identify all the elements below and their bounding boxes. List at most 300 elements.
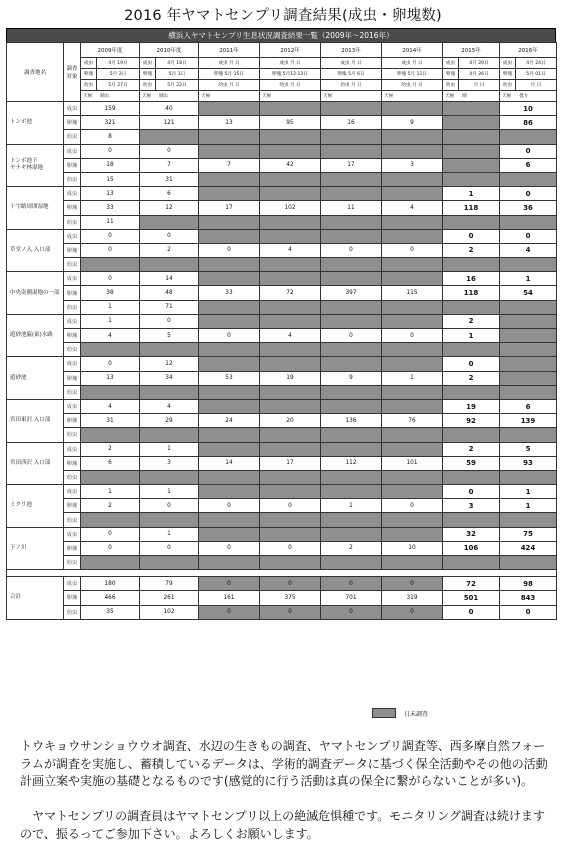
- not-surveyed-cell: [199, 556, 260, 570]
- not-surveyed-cell: [260, 470, 321, 484]
- value-cell: 4: [81, 329, 140, 343]
- table-row: [7, 513, 557, 527]
- value-cell: 1: [443, 329, 500, 343]
- table-row: [7, 201, 557, 215]
- value-cell: 35: [81, 605, 140, 619]
- header-date-cell: 成虫: [500, 58, 516, 69]
- not-surveyed-cell: [199, 102, 260, 116]
- value-cell: 9: [321, 371, 382, 385]
- value-cell: 0: [140, 314, 199, 328]
- header-date-cell: 卵塊 5月 15日: [199, 69, 260, 80]
- not-surveyed-cell: [321, 272, 382, 286]
- header-date-cell: 5月 27日: [97, 80, 140, 91]
- not-surveyed-cell: [140, 470, 199, 484]
- value-cell: 12: [140, 201, 199, 215]
- value-cell: 29: [140, 414, 199, 428]
- value-cell: 14: [199, 456, 260, 470]
- value-cell: 42: [260, 158, 321, 172]
- not-surveyed-cell: 0: [260, 577, 321, 591]
- value-cell: 0: [140, 229, 199, 243]
- value-cell: 0: [443, 605, 500, 619]
- value-cell: 106: [443, 541, 500, 555]
- value-cell: 13: [81, 187, 140, 201]
- not-surveyed-cell: [321, 130, 382, 144]
- value-cell: 0: [382, 243, 443, 257]
- not-surveyed-cell: [260, 442, 321, 456]
- stage-label: 成虫: [64, 485, 81, 499]
- value-cell: 31: [140, 172, 199, 186]
- value-cell: 13: [199, 116, 260, 130]
- not-surveyed-cell: [199, 513, 260, 527]
- value-cell: 33: [199, 286, 260, 300]
- not-surveyed-cell: [321, 527, 382, 541]
- not-surveyed-cell: [199, 470, 260, 484]
- stage-label: 成虫: [64, 527, 81, 541]
- value-cell: 6: [140, 187, 199, 201]
- not-surveyed-cell: [382, 314, 443, 328]
- header-date-cell: 幼虫 月 日: [382, 80, 443, 91]
- value-cell: 1: [81, 485, 140, 499]
- header-date-cell: 幼虫: [81, 80, 97, 91]
- stage-label: 幼虫: [64, 556, 81, 570]
- value-cell: 17: [199, 201, 260, 215]
- not-surveyed-cell: [382, 229, 443, 243]
- header-date-cell: 幼虫 月 日: [260, 80, 321, 91]
- value-cell: 0: [140, 499, 199, 513]
- not-surveyed-cell: [199, 272, 260, 286]
- not-surveyed-cell: [443, 116, 500, 130]
- site-name: 宮田西沢 入口部: [7, 442, 64, 485]
- value-cell: 115: [382, 286, 443, 300]
- value-cell: 3: [443, 499, 500, 513]
- header-date-cell: 4月 20日: [459, 58, 500, 69]
- value-cell: 38: [81, 286, 140, 300]
- not-surveyed-cell: [443, 470, 500, 484]
- value-cell: 34: [140, 371, 199, 385]
- not-surveyed-cell: [260, 485, 321, 499]
- value-cell: 1: [140, 527, 199, 541]
- table-row: [7, 130, 557, 144]
- value-cell: 136: [321, 414, 382, 428]
- value-cell: 118: [443, 286, 500, 300]
- table-row: [7, 414, 557, 428]
- not-surveyed-cell: [81, 428, 140, 442]
- table-row: [7, 329, 557, 343]
- not-surveyed-cell: [321, 442, 382, 456]
- value-cell: 0: [500, 229, 557, 243]
- value-cell: 32: [443, 527, 500, 541]
- weather-label: 天候: [323, 94, 333, 99]
- not-surveyed-cell: [260, 215, 321, 229]
- not-surveyed-cell: [500, 258, 557, 272]
- value-cell: 19: [260, 371, 321, 385]
- value-cell: 6: [500, 399, 557, 413]
- table-row: [7, 470, 557, 484]
- stage-label: 卵塊: [64, 116, 81, 130]
- not-surveyed-cell: [382, 442, 443, 456]
- site-name: ミクリ池: [7, 485, 64, 528]
- not-surveyed-cell: [321, 343, 382, 357]
- value-cell: 16: [321, 116, 382, 130]
- paragraph-2: ヤマトセンプリの調査員はヤマトセンプリ以上の絶滅危惧種です。モニタリング調査は続けますので、振るってご参加下さい。よろしくお願いします。: [20, 809, 545, 841]
- weather-label: 天候: [83, 94, 93, 99]
- value-cell: 161: [199, 591, 260, 605]
- not-surveyed-cell: 0: [260, 605, 321, 619]
- not-surveyed-cell: [321, 144, 382, 158]
- value-cell: 86: [500, 116, 557, 130]
- stage-label: 成虫: [64, 577, 81, 591]
- stage-label: 成虫: [64, 399, 81, 413]
- value-cell: 0: [81, 229, 140, 243]
- header-date-cell: 成虫 月 日: [260, 58, 321, 69]
- not-surveyed-cell: [260, 428, 321, 442]
- header-date-cell: 5月 1日: [156, 69, 199, 80]
- value-cell: 0: [81, 144, 140, 158]
- header-date-cell: 幼虫: [500, 80, 516, 91]
- not-surveyed-cell: [500, 556, 557, 570]
- value-cell: 0: [81, 357, 140, 371]
- not-surveyed-cell: [500, 470, 557, 484]
- value-cell: 2: [81, 442, 140, 456]
- not-surveyed-cell: [199, 144, 260, 158]
- legend-swatch: [372, 708, 396, 718]
- header-date-cell: 幼虫: [443, 80, 459, 91]
- table-row: [7, 215, 557, 229]
- header-date-cell: 成虫: [140, 58, 156, 69]
- stage-label: 卵塊: [64, 499, 81, 513]
- value-cell: 843: [500, 591, 557, 605]
- not-surveyed-cell: [199, 399, 260, 413]
- value-cell: 501: [443, 591, 500, 605]
- value-cell: 319: [382, 591, 443, 605]
- table-row: [7, 556, 557, 570]
- value-cell: 79: [140, 577, 199, 591]
- not-surveyed-cell: [382, 130, 443, 144]
- not-surveyed-cell: [443, 258, 500, 272]
- not-surveyed-cell: [260, 314, 321, 328]
- table-row: [7, 314, 557, 328]
- value-cell: 13: [81, 371, 140, 385]
- weather-value: 曇り: [519, 94, 529, 99]
- header-date-cell: 卵塊 5月 11日: [382, 69, 443, 80]
- site-name: 合計: [7, 577, 64, 620]
- not-surveyed-cell: [140, 556, 199, 570]
- header-date-cell: 幼虫: [140, 80, 156, 91]
- value-cell: 2: [81, 499, 140, 513]
- stage-label: 卵塊: [64, 201, 81, 215]
- weather-value: 晴れ: [100, 94, 110, 99]
- not-surveyed-cell: [382, 527, 443, 541]
- table-row: [7, 591, 557, 605]
- header-date-cell: 5月 2日: [97, 69, 140, 80]
- table-row: [7, 577, 557, 591]
- not-surveyed-cell: [443, 556, 500, 570]
- not-surveyed-cell: [140, 385, 199, 399]
- value-cell: 321: [81, 116, 140, 130]
- value-cell: 0: [81, 243, 140, 257]
- not-surveyed-cell: [199, 130, 260, 144]
- value-cell: 15: [81, 172, 140, 186]
- table-row: [7, 442, 557, 456]
- table-row: [7, 243, 557, 257]
- stage-label: 幼虫: [64, 343, 81, 357]
- legend-label: 日未調査: [404, 710, 429, 718]
- value-cell: 14: [140, 272, 199, 286]
- not-surveyed-cell: [321, 215, 382, 229]
- value-cell: 1: [81, 314, 140, 328]
- stage-label: 卵塊: [64, 414, 81, 428]
- not-surveyed-cell: [321, 470, 382, 484]
- not-surveyed-cell: [260, 258, 321, 272]
- not-surveyed-cell: [382, 300, 443, 314]
- not-surveyed-cell: [321, 229, 382, 243]
- not-surveyed-cell: [199, 314, 260, 328]
- value-cell: 0: [81, 272, 140, 286]
- value-cell: 4: [260, 329, 321, 343]
- not-surveyed-cell: [443, 343, 500, 357]
- not-surveyed-cell: [321, 556, 382, 570]
- value-cell: 72: [443, 577, 500, 591]
- not-surveyed-cell: [500, 513, 557, 527]
- not-surveyed-cell: [382, 357, 443, 371]
- not-surveyed-cell: [81, 470, 140, 484]
- not-surveyed-cell: [500, 314, 557, 328]
- value-cell: 0: [443, 357, 500, 371]
- not-surveyed-cell: 0: [382, 605, 443, 619]
- not-surveyed-cell: [140, 258, 199, 272]
- value-cell: 261: [140, 591, 199, 605]
- not-surveyed-cell: [382, 399, 443, 413]
- value-cell: 2: [443, 314, 500, 328]
- value-cell: 0: [500, 605, 557, 619]
- weather-label: 天候: [445, 94, 455, 99]
- not-surveyed-cell: [500, 385, 557, 399]
- not-surveyed-cell: [321, 187, 382, 201]
- site-name: 下ノ川: [7, 527, 64, 570]
- not-surveyed-cell: [443, 215, 500, 229]
- value-cell: 6: [81, 456, 140, 470]
- table-row: [7, 357, 557, 371]
- not-surveyed-cell: [81, 343, 140, 357]
- value-cell: 424: [500, 541, 557, 555]
- stage-label: 幼虫: [64, 172, 81, 186]
- not-surveyed-cell: [140, 215, 199, 229]
- not-surveyed-cell: [500, 371, 557, 385]
- value-cell: 1: [443, 187, 500, 201]
- value-cell: 20: [260, 414, 321, 428]
- weather-cell: [140, 91, 199, 102]
- not-surveyed-cell: [382, 385, 443, 399]
- not-surveyed-cell: [500, 329, 557, 343]
- not-surveyed-cell: [260, 385, 321, 399]
- not-surveyed-cell: [260, 144, 321, 158]
- value-cell: 4: [500, 243, 557, 257]
- table-row: [7, 527, 557, 541]
- weather-cell: [81, 91, 140, 102]
- stage-label: 幼虫: [64, 428, 81, 442]
- value-cell: 98: [500, 577, 557, 591]
- not-surveyed-cell: [199, 385, 260, 399]
- stage-label: 成虫: [64, 314, 81, 328]
- table-row: [7, 485, 557, 499]
- not-surveyed-cell: [500, 172, 557, 186]
- value-cell: 139: [500, 414, 557, 428]
- table-row: [7, 605, 557, 619]
- not-surveyed-cell: [260, 187, 321, 201]
- value-cell: 466: [81, 591, 140, 605]
- header-date-cell: 5月 22日: [156, 80, 199, 91]
- not-surveyed-cell: [321, 314, 382, 328]
- not-surveyed-cell: [199, 527, 260, 541]
- not-surveyed-cell: [382, 513, 443, 527]
- value-cell: 0: [321, 243, 382, 257]
- stage-label: 卵塊: [64, 243, 81, 257]
- value-cell: 40: [140, 102, 199, 116]
- not-surveyed-cell: [199, 485, 260, 499]
- value-cell: 3: [382, 158, 443, 172]
- target-header: 調査対象: [64, 43, 81, 102]
- value-cell: 31: [81, 414, 140, 428]
- not-surveyed-cell: [443, 102, 500, 116]
- not-surveyed-cell: [321, 172, 382, 186]
- stage-label: 卵塊: [64, 158, 81, 172]
- value-cell: 19: [443, 399, 500, 413]
- weather-cell: [443, 91, 500, 102]
- value-cell: 2: [443, 442, 500, 456]
- not-surveyed-cell: [199, 172, 260, 186]
- not-surveyed-cell: [382, 272, 443, 286]
- value-cell: 2: [140, 243, 199, 257]
- value-cell: 9: [382, 116, 443, 130]
- table-row: [7, 541, 557, 555]
- header-date-cell: 成虫 月 日: [382, 58, 443, 69]
- not-surveyed-cell: [321, 513, 382, 527]
- not-surveyed-cell: [321, 485, 382, 499]
- year-header: 2016年: [500, 43, 557, 58]
- value-cell: 0: [500, 187, 557, 201]
- not-surveyed-cell: [443, 428, 500, 442]
- not-surveyed-cell: [382, 187, 443, 201]
- header-date-cell: 卵塊 5月12·13日: [260, 69, 321, 80]
- stage-label: 成虫: [64, 229, 81, 243]
- header-date-cell: 卵塊: [140, 69, 156, 80]
- value-cell: 101: [382, 456, 443, 470]
- header-date-cell: 成虫 月 日: [321, 58, 382, 69]
- not-surveyed-cell: [500, 357, 557, 371]
- value-cell: 118: [443, 201, 500, 215]
- value-cell: 0: [199, 243, 260, 257]
- not-surveyed-cell: [140, 428, 199, 442]
- stage-label: 卵塊: [64, 591, 81, 605]
- weather-label: 天候: [502, 94, 512, 99]
- not-surveyed-cell: [382, 144, 443, 158]
- not-surveyed-cell: [140, 130, 199, 144]
- value-cell: 93: [500, 456, 557, 470]
- value-cell: 1: [321, 499, 382, 513]
- header-date-cell: 月 日: [459, 80, 500, 91]
- table-row: [7, 272, 557, 286]
- value-cell: 24: [199, 414, 260, 428]
- value-cell: 17: [260, 456, 321, 470]
- value-cell: 17: [321, 158, 382, 172]
- stage-label: 幼虫: [64, 215, 81, 229]
- not-surveyed-cell: [382, 470, 443, 484]
- weather-label: 天候: [201, 94, 211, 99]
- stage-label: 卵塊: [64, 286, 81, 300]
- not-surveyed-cell: [260, 399, 321, 413]
- not-surveyed-cell: [321, 258, 382, 272]
- not-surveyed-cell: [321, 385, 382, 399]
- table-row: [7, 300, 557, 314]
- value-cell: 0: [382, 499, 443, 513]
- value-cell: 6: [500, 158, 557, 172]
- not-surveyed-cell: [260, 102, 321, 116]
- weather-cell: [382, 91, 443, 102]
- header-date-cell: 卵塊: [500, 69, 516, 80]
- stage-label: 成虫: [64, 102, 81, 116]
- not-surveyed-cell: [140, 513, 199, 527]
- table-row: [7, 187, 557, 201]
- stage-label: 卵塊: [64, 456, 81, 470]
- year-header: 2014年: [382, 43, 443, 58]
- header-date-cell: 4月 24日: [516, 58, 557, 69]
- header-date-cell: 4月 18日: [156, 58, 199, 69]
- not-surveyed-cell: [382, 343, 443, 357]
- not-surveyed-cell: [260, 527, 321, 541]
- survey-table-wrapper: [6, 28, 556, 620]
- not-surveyed-cell: [199, 300, 260, 314]
- value-cell: 0: [199, 541, 260, 555]
- value-cell: 1: [500, 499, 557, 513]
- not-surveyed-cell: [260, 172, 321, 186]
- not-surveyed-cell: [500, 130, 557, 144]
- table-row: [7, 286, 557, 300]
- not-surveyed-cell: [443, 172, 500, 186]
- value-cell: 12: [140, 357, 199, 371]
- stage-label: 幼虫: [64, 385, 81, 399]
- not-surveyed-cell: 0: [321, 605, 382, 619]
- stage-label: 成虫: [64, 187, 81, 201]
- not-surveyed-cell: [260, 300, 321, 314]
- weather-label: 天候: [384, 94, 394, 99]
- value-cell: 2: [443, 243, 500, 257]
- stage-label: 卵塊: [64, 329, 81, 343]
- table-row: [7, 229, 557, 243]
- header-date-cell: 卵塊 5月 6日: [321, 69, 382, 80]
- not-surveyed-cell: [81, 258, 140, 272]
- value-cell: 16: [443, 272, 500, 286]
- not-surveyed-cell: [199, 215, 260, 229]
- value-cell: 0: [321, 329, 382, 343]
- header-date-cell: 卵塊: [443, 69, 459, 80]
- site-name: 遊砂池脇(東)水路: [7, 314, 64, 357]
- value-cell: 121: [140, 116, 199, 130]
- spacer-cell: [7, 570, 557, 577]
- not-surveyed-cell: [199, 229, 260, 243]
- value-cell: 36: [500, 201, 557, 215]
- header-date-cell: 成虫 月 日: [199, 58, 260, 69]
- not-surveyed-cell: [321, 300, 382, 314]
- weather-value: 晴れ: [159, 94, 169, 99]
- table-row: [7, 371, 557, 385]
- value-cell: 0: [199, 329, 260, 343]
- value-cell: 10: [500, 102, 557, 116]
- value-cell: 4: [382, 201, 443, 215]
- not-surveyed-cell: [443, 513, 500, 527]
- stage-label: 幼虫: [64, 300, 81, 314]
- value-cell: 11: [81, 215, 140, 229]
- weather-label: 天候: [142, 94, 152, 99]
